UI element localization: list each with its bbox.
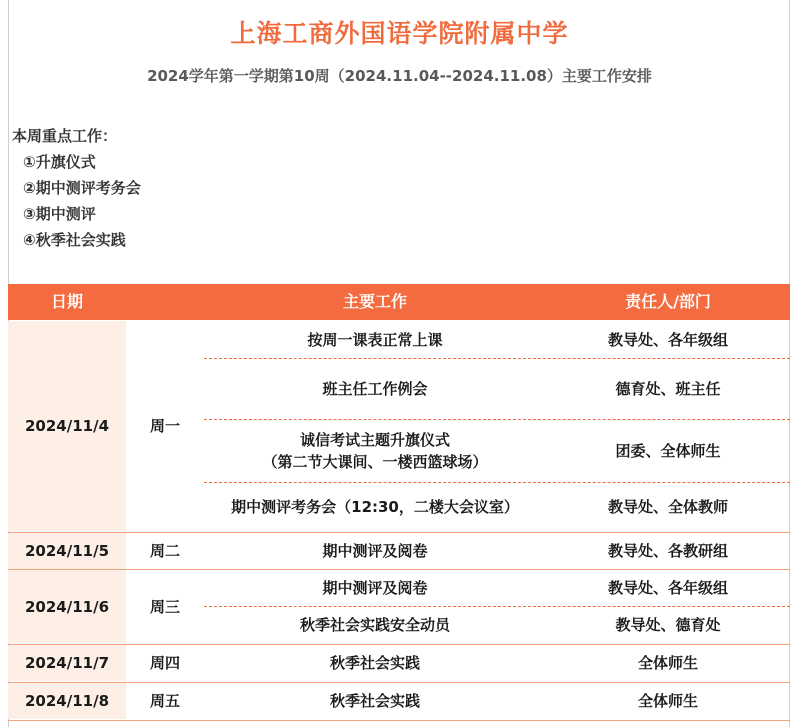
date-cell: 2024/11/7 [8, 645, 126, 681]
weekly-focus [12, 126, 141, 256]
work-line: 诚信考试主题升旗仪式 [299, 431, 450, 449]
focus-item: ③期中测评 [23, 205, 96, 223]
header-work: 主要工作 [342, 292, 407, 311]
work-cell [204, 420, 546, 482]
work-line-detail: （第二节大课间、一楼西篮球场） [262, 453, 488, 471]
work-cell: 秋季社会实践 [329, 692, 420, 710]
focus-item: ④秋季社会实践 [23, 231, 126, 249]
work-cell: 秋季社会实践安全动员 [299, 616, 450, 634]
owner-cell: 全体师生 [637, 692, 698, 710]
work-cell: 秋季社会实践 [329, 654, 420, 672]
day-divider [8, 720, 790, 721]
weekday-cell: 周三 [149, 597, 180, 616]
work-cell: 期中测评考务会（12:30，二楼大会议室） [231, 498, 519, 516]
schedule-subtitle: 2024学年第一学期第10周（2024.11.04--2024.11.08）主要工作安排 [147, 67, 652, 85]
owner-cell: 教导处、各教研组 [607, 542, 728, 560]
date-cell: 2024/11/6 [8, 570, 126, 643]
weekday-cell: 周四 [149, 654, 180, 672]
owner-cell: 全体师生 [637, 654, 698, 672]
header-date: 日期 [50, 292, 83, 311]
weekday-cell: 周二 [149, 542, 180, 560]
owner-cell: 团委、全体师生 [615, 442, 721, 460]
owner-cell: 教导处、各年级组 [607, 330, 728, 349]
date-cell: 2024/11/8 [8, 683, 126, 719]
table-header [8, 284, 790, 320]
owner-cell: 教导处、各年级组 [607, 579, 728, 597]
date-cell: 2024/11/4 [8, 321, 126, 531]
weekday-cell: 周五 [149, 692, 180, 710]
work-cell: 期中测评及阅卷 [322, 542, 428, 560]
focus-item: ①升旗仪式 [23, 153, 96, 171]
focus-heading: 本周重点工作： [12, 127, 118, 145]
work-cell: 按周一课表正常上课 [307, 330, 443, 349]
weekday-cell: 周一 [149, 417, 180, 435]
work-cell: 期中测评及阅卷 [322, 579, 428, 597]
owner-cell: 教导处、全体教师 [607, 498, 728, 516]
work-cell: 班主任工作例会 [322, 380, 428, 398]
owner-cell: 德育处、班主任 [615, 380, 721, 398]
header-owner: 责任人/部门 [625, 292, 711, 311]
focus-item: ②期中测评考务会 [23, 179, 141, 197]
owner-cell: 教导处、德育处 [615, 616, 721, 634]
date-cell: 2024/11/5 [8, 533, 126, 569]
school-title: 上海工商外国语学院附属中学 [230, 19, 569, 48]
